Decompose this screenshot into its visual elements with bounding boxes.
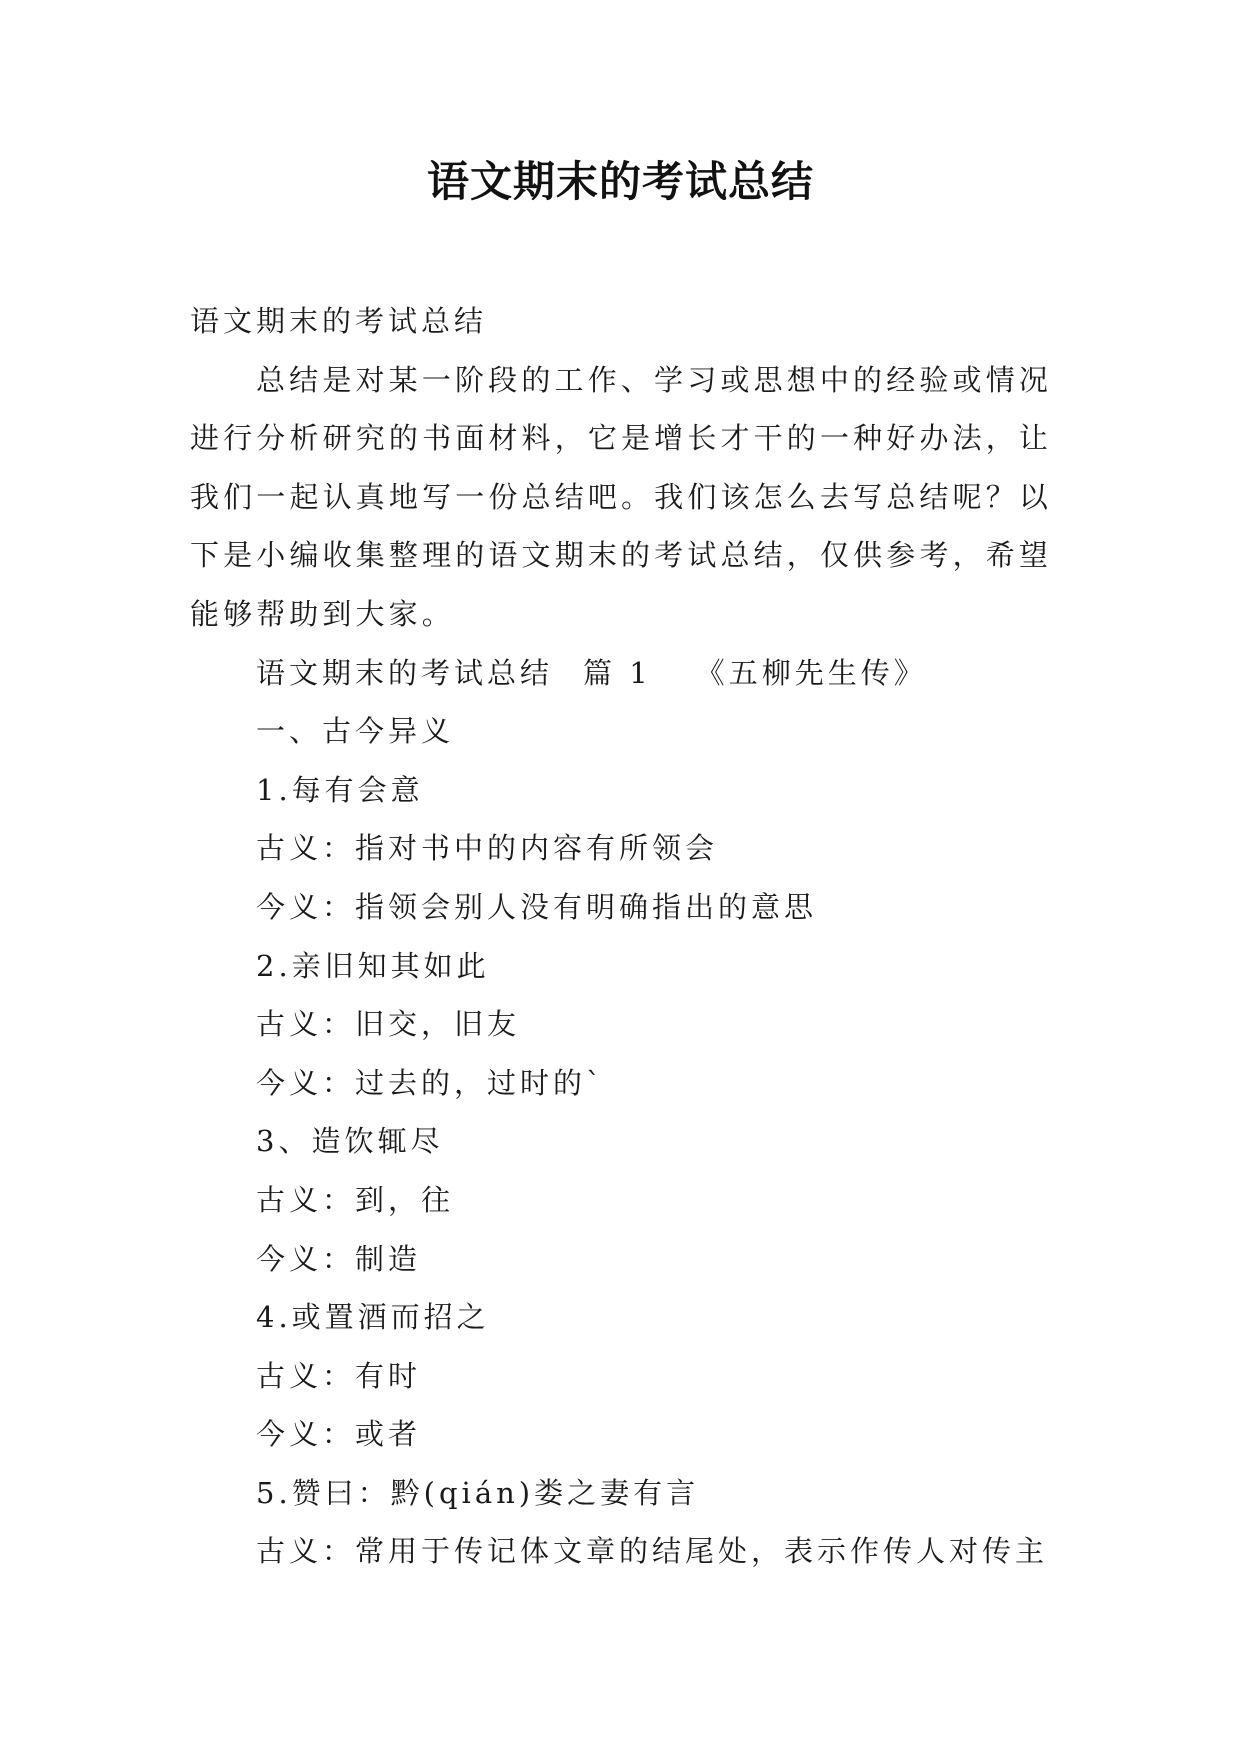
section-heading-title: 语文期末的考试总结 [256,655,554,690]
text-line: 今义：制造 [256,1241,422,1276]
text-line: 2.亲旧知其如此 [256,948,490,983]
text-line: 古义：到，往 [256,1182,455,1217]
intro-paragraph: 总结是对某一阶段的工作、学习或思想中的经验或情况进行分析研究的书面材料，它是增长才干的一种好办法，让我们一起认真地写一份总结吧。我们该怎么去写总结呢？以下是小编收集整理的语文期末的考试总结，仅供参考，希望能够帮助到大家。 [190,362,1052,631]
text-line: 今义：或者 [256,1417,422,1452]
text-line: 4.或置酒而招之 [256,1300,490,1335]
text-line: 今义：过去的，过时的` [256,1065,605,1100]
text-line: 3、造饮辄尽 [256,1124,444,1159]
text-line: 1.每有会意 [256,772,424,807]
text-line: 古义：指对书中的内容有所领会 [256,831,719,866]
text-line: 一、古今异义 [256,714,455,749]
document-body [190,292,1052,1581]
section-heading-work: 《五柳先生传》 [695,655,927,690]
text-line: 古义：旧交，旧友 [256,1007,521,1042]
text-line: 今义：指领会别人没有明确指出的意思 [256,889,818,924]
text-line: 5.赞曰：黔(qián)娄之妻有言 [256,1475,700,1510]
document-title: 语文期末的考试总结 [426,157,814,206]
text-line: 古义：常用于传记体文章的结尾处，表示作传人对传主 [256,1534,1049,1569]
section-heading [190,644,1052,703]
section-heading-part: 篇 1 [583,655,652,690]
text-line: 古义：有时 [256,1358,422,1393]
document-subtitle: 语文期末的考试总结 [190,304,488,338]
